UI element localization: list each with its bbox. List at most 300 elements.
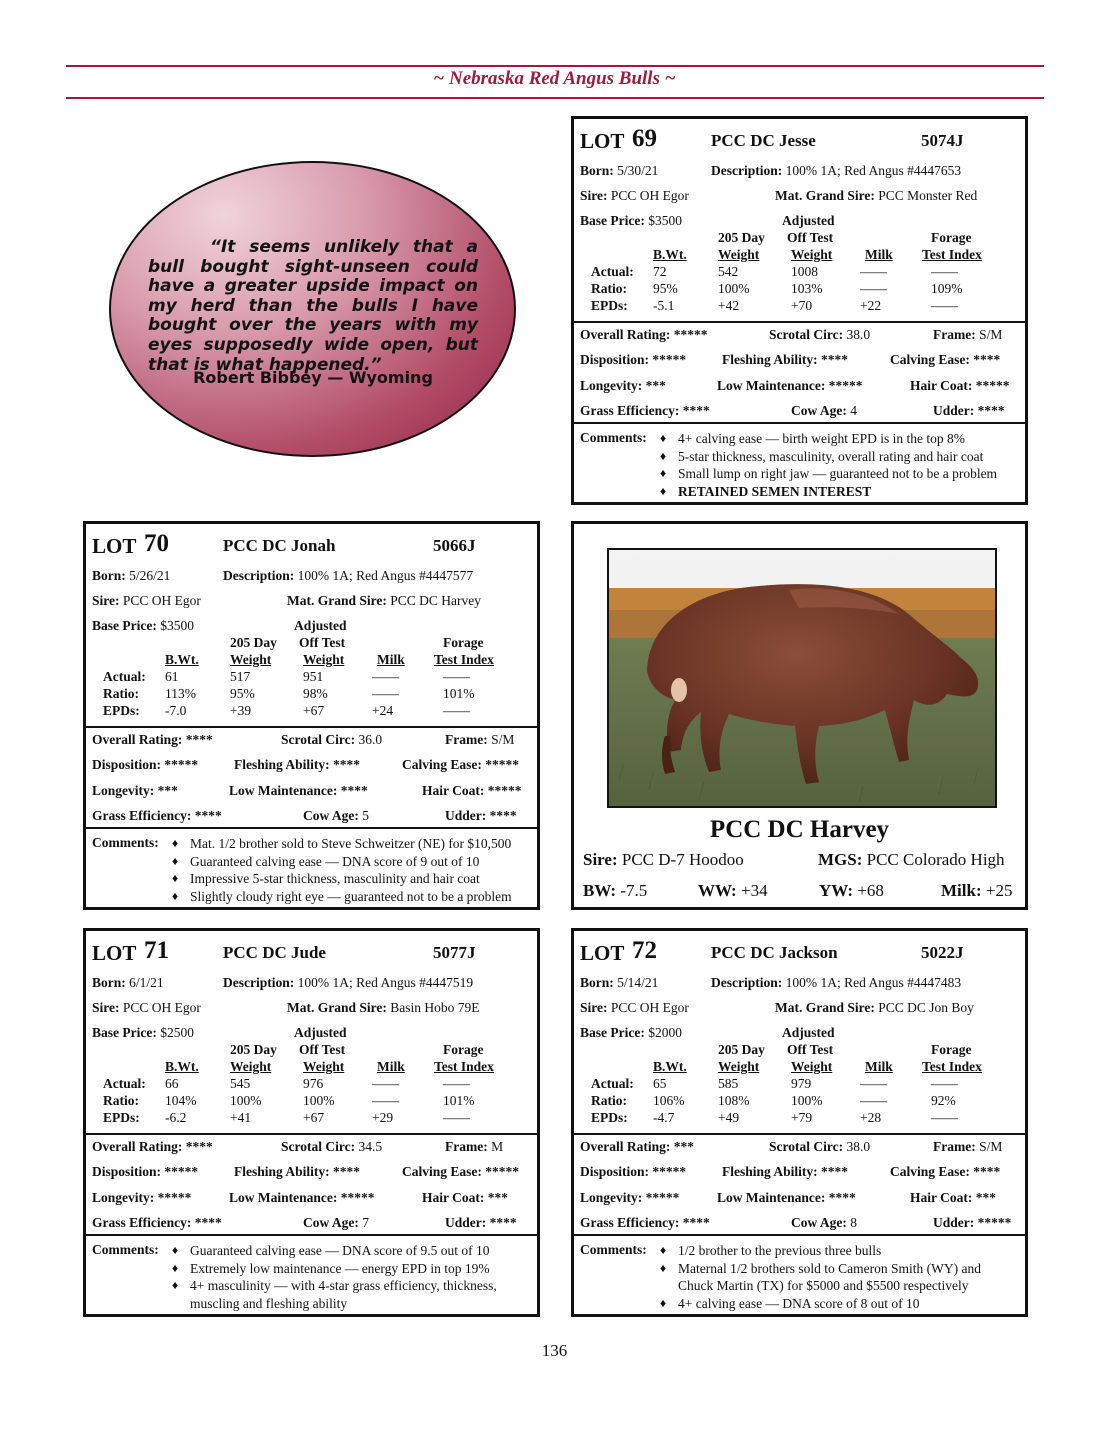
- rating-row-4: [580, 1215, 1019, 1233]
- comment-text: Guaranteed calving ease — DNA score of 9 out of 10: [190, 853, 480, 869]
- actual-cell: 1008: [791, 264, 818, 279]
- epds-cell: +39: [230, 703, 252, 718]
- actual-cell: 517: [230, 669, 251, 684]
- epds-cell: ——: [931, 1110, 958, 1125]
- epds-cell: +24: [372, 703, 394, 718]
- comments-list: [172, 835, 531, 905]
- comment-item: [660, 465, 1019, 483]
- rating-row-2: [580, 1164, 1019, 1182]
- sire-label: Sire:: [580, 1000, 608, 1015]
- col-milk: Milk: [865, 247, 893, 262]
- col-adjusted-3: Weight: [791, 1059, 833, 1074]
- rating-row-3: [580, 1190, 1019, 1208]
- rating-row-1: [92, 732, 531, 750]
- ratio-label: Ratio:: [591, 281, 627, 296]
- description-value: 100% 1A; Red Angus #4447483: [785, 975, 962, 990]
- fleshing-value: ****: [821, 1164, 849, 1179]
- diamond-bullet-icon: ♦: [172, 871, 179, 885]
- actual-cell: ——: [931, 264, 958, 279]
- comments-list: [660, 430, 1019, 500]
- col-205-1: 205 Day: [230, 635, 277, 650]
- col-forage-1: Forage: [931, 230, 972, 245]
- frame-label: Frame:: [933, 327, 976, 342]
- comments-label: Comments:: [580, 1242, 647, 1257]
- actual-cell: 951: [303, 669, 324, 684]
- frame-value: M: [491, 1139, 504, 1154]
- fleshing-value: ****: [333, 757, 361, 772]
- lowmaint-label: Low Maintenance:: [717, 378, 826, 393]
- frame-value: S/M: [979, 327, 1003, 342]
- base-price-value: $2000: [648, 1025, 682, 1040]
- overall-value: ***: [673, 1139, 694, 1154]
- diamond-bullet-icon: ♦: [660, 483, 667, 498]
- udder-label: Udder:: [445, 808, 487, 823]
- comment-text: 4+ calving ease — DNA score of 8 out of 10: [678, 1295, 920, 1311]
- lot-label: LOT: [580, 129, 625, 153]
- section-divider: [86, 827, 537, 829]
- scrotal-label: Scrotal Circ:: [281, 1139, 356, 1154]
- col-205-2: Weight: [718, 1059, 760, 1074]
- disposition-label: Disposition:: [580, 352, 650, 367]
- born-value: 5/30/21: [617, 163, 659, 178]
- section-divider: [86, 1133, 537, 1135]
- section-divider: [86, 1234, 537, 1236]
- mgs-label: Mat. Grand Sire:: [775, 188, 875, 203]
- comment-text: 5-star thickness, masculinity, overall rating and hair coat: [678, 448, 984, 464]
- comment-text: 4+ masculinity — with 4-star grass efficiency, thickness, muscling and fleshing ability: [190, 1278, 497, 1311]
- performance-table: [580, 1025, 1019, 1135]
- sire-row: [580, 1000, 1019, 1018]
- born-row: [92, 975, 531, 993]
- mgs-label: Mat. Grand Sire:: [775, 1000, 875, 1015]
- col-205-2: Weight: [230, 1059, 272, 1074]
- col-forage-2: Test Index: [922, 247, 982, 262]
- bull-tag: 5077J: [433, 943, 476, 962]
- ratio-cell: 92%: [931, 1093, 956, 1108]
- actual-cell: ——: [443, 1076, 470, 1091]
- ratio-cell: 95%: [653, 281, 678, 296]
- actual-cell: ——: [443, 669, 470, 684]
- sire-feature-yw-label: YW:: [819, 881, 853, 900]
- sire-feature-mgs-label: MGS:: [818, 850, 863, 869]
- epds-label: EPDs:: [591, 1110, 628, 1125]
- udder-value: ****: [489, 808, 517, 823]
- diamond-bullet-icon: ♦: [172, 1278, 179, 1292]
- scrotal-value: 36.0: [358, 732, 383, 747]
- rating-row-2: [580, 352, 1019, 370]
- page-title: ~ Nebraska Red Angus Bulls ~: [433, 68, 676, 89]
- lot-label: LOT: [92, 534, 137, 558]
- frame-label: Frame:: [445, 1139, 488, 1154]
- epds-cell: +70: [791, 298, 813, 313]
- frame-value: S/M: [979, 1139, 1003, 1154]
- haircoat-label: Hair Coat:: [422, 1190, 485, 1205]
- header-rule-top: [66, 65, 1044, 67]
- lot-card: [571, 116, 1028, 505]
- haircoat-value: ***: [487, 1190, 508, 1205]
- header-rule-bottom: [66, 97, 1044, 99]
- calving-value: ****: [973, 352, 1001, 367]
- calving-label: Calving Ease:: [402, 757, 482, 772]
- col-bwt: B.Wt.: [165, 652, 199, 667]
- diamond-bullet-icon: ♦: [660, 1295, 667, 1310]
- lot-number: 70: [144, 530, 169, 557]
- ratio-cell: ——: [372, 1093, 399, 1108]
- base-price-value: $3500: [160, 618, 194, 633]
- sire-row: [580, 188, 1019, 206]
- rating-row-1: [92, 1139, 531, 1157]
- ratio-cell: 98%: [303, 686, 328, 701]
- overall-label: Overall Rating:: [92, 732, 183, 747]
- section-divider: [86, 726, 537, 728]
- comment-text: Slightly cloudy right eye — guaranteed not to be a problem: [190, 888, 512, 904]
- comments-label: Comments:: [580, 430, 647, 445]
- sire-feature-ww-value: +34: [740, 881, 768, 900]
- sire-value: PCC OH Egor: [610, 1000, 689, 1015]
- fleshing-value: ****: [821, 352, 849, 367]
- actual-cell: 979: [791, 1076, 812, 1091]
- cowage-value: 8: [850, 1215, 857, 1230]
- epds-cell: ——: [443, 703, 470, 718]
- section-divider: [574, 422, 1025, 424]
- sire-feature-epd-row: [583, 881, 1016, 903]
- grass-label: Grass Efficiency:: [580, 1215, 680, 1230]
- col-forage-2: Test Index: [922, 1059, 982, 1074]
- description-label: Description:: [711, 163, 783, 178]
- description-label: Description:: [223, 568, 295, 583]
- mgs-value: Basin Hobo 79E: [390, 1000, 480, 1015]
- born-value: 5/26/21: [129, 568, 171, 583]
- ratio-label: Ratio:: [103, 686, 139, 701]
- comment-item: [172, 888, 531, 906]
- comment-item: [660, 1295, 1019, 1313]
- comment-item: [172, 870, 531, 888]
- col-adjusted-1: Adjusted: [782, 1025, 835, 1040]
- disposition-value: *****: [164, 1164, 199, 1179]
- description-value: 100% 1A; Red Angus #4447519: [297, 975, 474, 990]
- grass-label: Grass Efficiency:: [92, 1215, 192, 1230]
- haircoat-value: ***: [975, 1190, 996, 1205]
- longevity-label: Longevity:: [92, 783, 155, 798]
- bull-tag: 5022J: [921, 943, 964, 962]
- epds-cell: -6.2: [165, 1110, 187, 1125]
- comments-label: Comments:: [92, 835, 159, 850]
- frame-value: S/M: [491, 732, 515, 747]
- page-number: 136: [541, 1341, 568, 1360]
- grass-value: ****: [194, 1215, 222, 1230]
- grass-value: ****: [682, 403, 710, 418]
- testimonial-quote-text: “It seems unlikely that a bull bought sight-unseen could have a greater upside impact on my herd than the bulls I have bought over the years with my eyes supposedly wide open, but that is what happened.”: [148, 237, 478, 375]
- comment-item: [660, 448, 1019, 466]
- comment-text: Impressive 5-star thickness, masculinity and hair coat: [190, 871, 480, 886]
- epds-cell: +28: [860, 1110, 882, 1125]
- udder-label: Udder:: [933, 1215, 975, 1230]
- epds-cell: +42: [718, 298, 740, 313]
- ratio-cell: 104%: [165, 1093, 197, 1108]
- rating-row-4: [92, 808, 531, 826]
- diamond-bullet-icon: ♦: [660, 1260, 667, 1275]
- ratio-cell: ——: [860, 281, 887, 296]
- col-205-1: 205 Day: [718, 230, 765, 245]
- mgs-label: Mat. Grand Sire:: [287, 1000, 387, 1015]
- col-forage-1: Forage: [931, 1042, 972, 1057]
- description-value: 100% 1A; Red Angus #4447577: [297, 568, 474, 583]
- epds-cell: -7.0: [165, 703, 187, 718]
- haircoat-value: *****: [975, 378, 1010, 393]
- ratio-label: Ratio:: [591, 1093, 627, 1108]
- grass-label: Grass Efficiency:: [580, 403, 680, 418]
- col-forage-1: Forage: [443, 635, 484, 650]
- base-price-label: Base Price:: [92, 618, 157, 633]
- comment-text: Small lump on right jaw — guaranteed not to be a problem: [678, 466, 998, 481]
- col-205-2: Weight: [230, 652, 272, 667]
- epds-cell: +67: [303, 703, 325, 718]
- comment-item: [172, 1277, 531, 1312]
- sire-feature-pedigree-row: [583, 850, 1016, 872]
- mgs-value: PCC DC Harvey: [390, 593, 481, 608]
- epds-label: EPDs:: [103, 703, 140, 718]
- epds-cell: ——: [443, 1110, 470, 1125]
- lot-header: [580, 125, 1019, 155]
- comment-item: [660, 430, 1019, 448]
- diamond-bullet-icon: ♦: [172, 1243, 179, 1257]
- diamond-bullet-icon: ♦: [660, 431, 667, 445]
- longevity-value: *****: [645, 1190, 680, 1205]
- base-price-label: Base Price:: [580, 1025, 645, 1040]
- ratio-cell: 101%: [443, 686, 475, 701]
- comment-item: [660, 1260, 1019, 1295]
- bull-name: PCC DC Jesse: [711, 131, 816, 150]
- base-price-label: Base Price:: [580, 213, 645, 228]
- comments-label: Comments:: [92, 1242, 159, 1257]
- lot-label: LOT: [92, 941, 137, 965]
- longevity-label: Longevity:: [580, 378, 643, 393]
- cowage-label: Cow Age:: [303, 808, 359, 823]
- col-milk: Milk: [865, 1059, 893, 1074]
- comment-text: 1/2 brother to the previous three bulls: [678, 1243, 882, 1258]
- actual-label: Actual:: [591, 264, 634, 279]
- ratio-label: Ratio:: [103, 1093, 139, 1108]
- disposition-value: *****: [652, 1164, 687, 1179]
- calving-value: *****: [485, 1164, 520, 1179]
- grass-value: ****: [194, 808, 222, 823]
- cowage-label: Cow Age:: [791, 1215, 847, 1230]
- overall-label: Overall Rating:: [580, 327, 671, 342]
- bull-name: PCC DC Jackson: [711, 943, 838, 962]
- bull-tag: 5066J: [433, 536, 476, 555]
- performance-table: [580, 213, 1019, 323]
- col-bwt: B.Wt.: [165, 1059, 199, 1074]
- col-adjusted-2: Off Test: [787, 1042, 834, 1057]
- scrotal-label: Scrotal Circ:: [281, 732, 356, 747]
- udder-label: Udder:: [445, 1215, 487, 1230]
- sire-feature-bw-label: BW:: [583, 881, 617, 900]
- ratio-cell: 109%: [931, 281, 963, 296]
- overall-label: Overall Rating:: [580, 1139, 671, 1154]
- actual-cell: 61: [165, 669, 179, 684]
- actual-cell: 545: [230, 1076, 251, 1091]
- lot-header: [92, 530, 531, 560]
- col-adjusted-2: Off Test: [299, 635, 346, 650]
- ratio-cell: 106%: [653, 1093, 685, 1108]
- mgs-value: PCC Monster Red: [878, 188, 978, 203]
- actual-cell: 72: [653, 264, 667, 279]
- comment-text: RETAINED SEMEN INTEREST: [678, 483, 872, 499]
- sire-value: PCC OH Egor: [610, 188, 689, 203]
- udder-value: ****: [489, 1215, 517, 1230]
- sire-value: PCC OH Egor: [122, 1000, 201, 1015]
- diamond-bullet-icon: ♦: [660, 1243, 667, 1257]
- rating-row-2: [92, 1164, 531, 1182]
- comments-list: [172, 1242, 531, 1312]
- born-label: Born:: [92, 975, 126, 990]
- lot-header: [580, 937, 1019, 967]
- overall-label: Overall Rating:: [92, 1139, 183, 1154]
- ratio-cell: ——: [372, 686, 399, 701]
- rating-row-1: [580, 327, 1019, 345]
- lowmaint-label: Low Maintenance:: [229, 1190, 338, 1205]
- diamond-bullet-icon: ♦: [172, 836, 179, 850]
- born-value: 6/1/21: [129, 975, 164, 990]
- disposition-value: *****: [652, 352, 687, 367]
- comment-text: 4+ calving ease — birth weight EPD is in the top 8%: [678, 431, 965, 446]
- lot-label: LOT: [580, 941, 625, 965]
- lot-card: [83, 928, 540, 1317]
- cowage-value: 7: [362, 1215, 369, 1230]
- epds-cell: -4.7: [653, 1110, 675, 1125]
- col-adjusted-2: Off Test: [299, 1042, 346, 1057]
- bull-photo: [607, 548, 997, 808]
- bull-tag: 5074J: [921, 131, 964, 150]
- comment-item: [172, 853, 531, 871]
- longevity-label: Longevity:: [92, 1190, 155, 1205]
- ratio-cell: 100%: [230, 1093, 262, 1108]
- lot-number: 72: [632, 937, 657, 964]
- rating-row-2: [92, 757, 531, 775]
- performance-table: [92, 618, 531, 728]
- epds-cell: +22: [860, 298, 882, 313]
- ratio-cell: 103%: [791, 281, 823, 296]
- section-divider: [574, 321, 1025, 323]
- grass-label: Grass Efficiency:: [92, 808, 192, 823]
- base-price-value: $3500: [648, 213, 682, 228]
- sire-feature-bw-value: -7.5: [620, 881, 648, 900]
- born-value: 5/14/21: [617, 975, 659, 990]
- rating-row-3: [92, 783, 531, 801]
- col-bwt: B.Wt.: [653, 247, 687, 262]
- calving-label: Calving Ease:: [402, 1164, 482, 1179]
- diamond-bullet-icon: ♦: [660, 448, 667, 463]
- haircoat-value: *****: [487, 783, 522, 798]
- scrotal-value: 38.0: [846, 327, 871, 342]
- comment-item: [172, 835, 531, 853]
- calving-value: *****: [485, 757, 520, 772]
- col-forage-2: Test Index: [434, 652, 494, 667]
- col-205-1: 205 Day: [718, 1042, 765, 1057]
- ratio-cell: 101%: [443, 1093, 475, 1108]
- sire-row: [92, 593, 531, 611]
- disposition-label: Disposition:: [92, 757, 162, 772]
- lowmaint-value: *****: [828, 378, 863, 393]
- scrotal-label: Scrotal Circ:: [769, 1139, 844, 1154]
- sire-label: Sire:: [92, 1000, 120, 1015]
- lot-card: [83, 521, 540, 910]
- calving-label: Calving Ease:: [890, 352, 970, 367]
- comment-item: [660, 483, 1019, 501]
- sire-feature-sire-value: PCC D-7 Hoodoo: [621, 850, 744, 869]
- actual-label: Actual:: [591, 1076, 634, 1091]
- col-adjusted-1: Adjusted: [294, 1025, 347, 1040]
- comment-item: [172, 1242, 531, 1260]
- lowmaint-label: Low Maintenance:: [717, 1190, 826, 1205]
- description-label: Description:: [711, 975, 783, 990]
- disposition-label: Disposition:: [92, 1164, 162, 1179]
- diamond-bullet-icon: ♦: [172, 1260, 179, 1275]
- fleshing-value: ****: [333, 1164, 361, 1179]
- lot-number: 69: [632, 125, 657, 152]
- lot-card: [571, 928, 1028, 1317]
- ratio-cell: ——: [860, 1093, 887, 1108]
- bull-name: PCC DC Jonah: [223, 536, 336, 555]
- sire-feature-milk-label: Milk:: [941, 881, 982, 900]
- haircoat-label: Hair Coat:: [910, 378, 973, 393]
- actual-cell: ——: [372, 669, 399, 684]
- cowage-value: 5: [362, 808, 369, 823]
- comments-list: [660, 1242, 1019, 1312]
- born-row: [580, 163, 1019, 181]
- lowmaint-label: Low Maintenance:: [229, 783, 338, 798]
- sire-value: PCC OH Egor: [122, 593, 201, 608]
- diamond-bullet-icon: ♦: [660, 466, 667, 480]
- longevity-value: *****: [157, 1190, 192, 1205]
- longevity-value: ***: [157, 783, 178, 798]
- lowmaint-value: ****: [828, 1190, 856, 1205]
- epds-label: EPDs:: [591, 298, 628, 313]
- born-label: Born:: [580, 163, 614, 178]
- ratio-cell: 100%: [791, 1093, 823, 1108]
- actual-cell: 65: [653, 1076, 667, 1091]
- actual-cell: 542: [718, 264, 739, 279]
- longevity-value: ***: [645, 378, 666, 393]
- epds-cell: +67: [303, 1110, 325, 1125]
- rating-row-4: [580, 403, 1019, 421]
- rating-row-1: [580, 1139, 1019, 1157]
- actual-cell: 585: [718, 1076, 739, 1091]
- ratio-cell: 113%: [165, 686, 196, 701]
- lowmaint-value: ****: [340, 783, 368, 798]
- sire-feature-milk-value: +25: [985, 881, 1013, 900]
- epds-label: EPDs:: [103, 1110, 140, 1125]
- udder-value: *****: [977, 1215, 1012, 1230]
- fleshing-label: Fleshing Ability:: [234, 1164, 330, 1179]
- sire-feature-name: PCC DC Harvey: [709, 816, 890, 843]
- born-row: [92, 568, 531, 586]
- comment-text: Guaranteed calving ease — DNA score of 9.5 out of 10: [190, 1243, 490, 1258]
- comment-item: [660, 1242, 1019, 1260]
- overall-value: *****: [673, 327, 708, 342]
- lot-header: [92, 937, 531, 967]
- col-adjusted-2: Off Test: [787, 230, 834, 245]
- actual-cell: ——: [860, 1076, 887, 1091]
- sire-feature-yw-value: +68: [857, 881, 884, 900]
- section-divider: [574, 1133, 1025, 1135]
- disposition-label: Disposition:: [580, 1164, 650, 1179]
- sire-feature-card: [571, 521, 1028, 910]
- longevity-label: Longevity:: [580, 1190, 643, 1205]
- rating-row-3: [92, 1190, 531, 1208]
- epds-cell: +79: [791, 1110, 813, 1125]
- sire-feature-ww-label: WW:: [698, 881, 737, 900]
